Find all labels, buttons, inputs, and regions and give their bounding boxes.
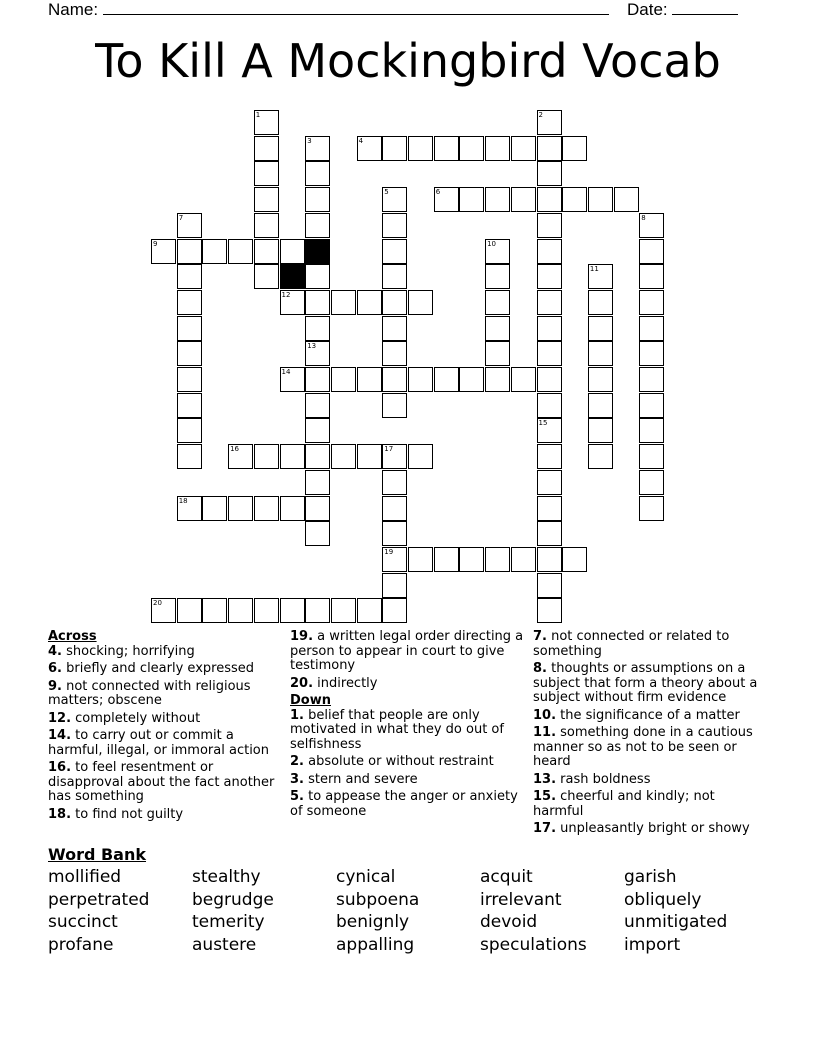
word-bank-item: begrudge bbox=[192, 889, 274, 910]
word-bank-item: unmitigated bbox=[624, 912, 728, 933]
clue bbox=[48, 645, 282, 660]
grid-cell[interactable] bbox=[177, 239, 202, 264]
clue bbox=[533, 822, 768, 837]
grid-cell[interactable] bbox=[588, 341, 613, 366]
grid-cell[interactable] bbox=[357, 290, 382, 315]
clue-text: a written legal order directing a person to appear in court to give testimony bbox=[290, 629, 524, 673]
grid-cell[interactable] bbox=[537, 598, 562, 623]
grid-cell[interactable] bbox=[537, 573, 562, 598]
clue-text: not connected with religious matters; obscene bbox=[48, 678, 251, 708]
grid-cell[interactable] bbox=[202, 598, 227, 623]
grid-cell[interactable] bbox=[305, 393, 330, 418]
word-bank-title: Word Bank bbox=[48, 845, 147, 864]
grid-cell[interactable] bbox=[537, 470, 562, 495]
clue bbox=[290, 677, 524, 692]
grid-cell[interactable] bbox=[434, 367, 459, 392]
grid-cell[interactable] bbox=[280, 239, 305, 264]
grid-cell[interactable] bbox=[588, 393, 613, 418]
clue-number-label: 9. bbox=[48, 678, 62, 694]
grid-cell[interactable] bbox=[537, 213, 562, 238]
clue-number: 14 bbox=[281, 368, 291, 376]
word-bank-item: garish bbox=[624, 867, 677, 887]
grid-cell[interactable] bbox=[459, 187, 484, 212]
puzzle-title: To Kill A Mockingbird Vocab bbox=[95, 34, 721, 88]
clue-number-label: 19. bbox=[290, 629, 314, 644]
grid-cell[interactable] bbox=[408, 547, 433, 572]
grid-cell[interactable] bbox=[382, 239, 407, 264]
clue-number-label: 14. bbox=[48, 728, 72, 743]
grid-cell[interactable] bbox=[305, 290, 330, 315]
grid-cell[interactable] bbox=[382, 367, 407, 392]
clue-number-label: 13. bbox=[533, 771, 557, 787]
word-bank-item: benignly bbox=[336, 912, 410, 933]
clue-number: 15 bbox=[538, 419, 548, 428]
grid-cell[interactable] bbox=[357, 367, 382, 392]
clue-number-label: 12. bbox=[48, 710, 72, 726]
grid-cell[interactable] bbox=[331, 290, 356, 315]
clue-text: the significance of a matter bbox=[556, 707, 740, 723]
grid-cell[interactable] bbox=[254, 598, 279, 623]
grid-cell[interactable] bbox=[202, 496, 227, 521]
grid-cell[interactable] bbox=[331, 367, 356, 392]
word-bank-item: mollified bbox=[48, 867, 122, 887]
clue-number: 5 bbox=[384, 188, 389, 197]
word-bank-item: cynical bbox=[336, 867, 396, 887]
grid-cell[interactable] bbox=[202, 239, 227, 264]
grid-cell[interactable] bbox=[639, 367, 664, 392]
grid-cell[interactable] bbox=[280, 444, 305, 469]
grid-cell[interactable] bbox=[382, 393, 407, 418]
clue-number: 9 bbox=[153, 239, 158, 248]
grid-cell[interactable] bbox=[382, 290, 407, 315]
grid-cell[interactable] bbox=[305, 496, 330, 521]
grid-cell[interactable] bbox=[485, 547, 510, 572]
grid-cell[interactable] bbox=[459, 136, 484, 161]
grid-cell[interactable] bbox=[254, 136, 279, 161]
grid-cell[interactable] bbox=[177, 316, 202, 341]
grid-cell[interactable] bbox=[459, 367, 484, 392]
grid-cell[interactable] bbox=[639, 316, 664, 341]
word-bank-item: devoid bbox=[480, 912, 538, 933]
grid-cell[interactable] bbox=[485, 367, 510, 392]
clue-text: stern and severe bbox=[303, 771, 418, 787]
clue-number: 10 bbox=[487, 239, 497, 248]
date-label: Date: bbox=[627, 0, 668, 19]
grid-cell[interactable] bbox=[639, 341, 664, 366]
word-bank-item: import bbox=[624, 935, 681, 956]
grid-cell[interactable] bbox=[434, 136, 459, 161]
down-list-continued bbox=[533, 630, 768, 837]
word-bank-item: appalling bbox=[336, 935, 415, 956]
clue-number-label: 6. bbox=[48, 661, 62, 676]
clue bbox=[533, 773, 768, 788]
grid-cell[interactable] bbox=[408, 444, 433, 469]
grid-cell[interactable] bbox=[228, 239, 253, 264]
clue-number-label: 2. bbox=[290, 754, 304, 769]
word-bank-item: acquit bbox=[480, 867, 533, 887]
clue-number: 20 bbox=[153, 599, 162, 608]
grid-cell[interactable] bbox=[537, 136, 562, 161]
grid-cell[interactable] bbox=[408, 136, 433, 161]
grid-cell[interactable] bbox=[485, 187, 510, 212]
grid-cell[interactable] bbox=[639, 444, 664, 469]
grid-cell[interactable] bbox=[537, 161, 562, 186]
clue-text: something done in a cautious manner so as not to be seen or heard bbox=[533, 725, 753, 769]
clue-number: 6 bbox=[435, 188, 441, 197]
grid-cell[interactable] bbox=[305, 444, 330, 469]
clue-text: indirectly bbox=[313, 675, 378, 691]
grid-cell[interactable] bbox=[588, 290, 613, 315]
grid-cell[interactable] bbox=[639, 418, 664, 443]
clue bbox=[48, 729, 282, 758]
clue-number-label: 4. bbox=[48, 643, 62, 659]
grid-cell[interactable] bbox=[588, 367, 613, 392]
word-bank-item: irrelevant bbox=[480, 889, 562, 910]
grid-cell[interactable] bbox=[357, 598, 382, 623]
clue-number: 8 bbox=[641, 213, 646, 222]
clue-text: belief that people are only motivated in what they do out of selfishness bbox=[290, 707, 504, 752]
grid-cell[interactable] bbox=[382, 573, 407, 598]
word-bank-item: temerity bbox=[192, 912, 265, 933]
grid-cell[interactable] bbox=[408, 290, 433, 315]
grid-cell[interactable] bbox=[614, 187, 639, 212]
grid-cell[interactable] bbox=[537, 367, 562, 392]
clue-text: thoughts or assumptions on a subject that form a theory about a subject without firm evidence bbox=[533, 661, 758, 705]
name-label: Name: bbox=[48, 0, 99, 19]
grid-cell[interactable] bbox=[305, 521, 330, 546]
word-bank-item: speculations bbox=[480, 935, 587, 956]
clue bbox=[533, 662, 768, 706]
grid-cell[interactable] bbox=[254, 213, 279, 238]
grid-cell[interactable] bbox=[639, 470, 664, 495]
clue bbox=[290, 790, 524, 819]
clue-text: to feel resentment or disapproval about the fact another has something bbox=[48, 760, 275, 804]
grid-cell[interactable] bbox=[228, 598, 253, 623]
grid-cell[interactable] bbox=[562, 187, 587, 212]
across-list bbox=[48, 645, 282, 823]
grid-cell[interactable] bbox=[511, 367, 536, 392]
grid-cell[interactable] bbox=[305, 316, 330, 341]
down-heading: Down bbox=[290, 693, 331, 708]
clue bbox=[290, 709, 524, 753]
grid-cell[interactable] bbox=[588, 316, 613, 341]
grid-cell[interactable] bbox=[511, 136, 536, 161]
grid-cell[interactable] bbox=[485, 264, 510, 289]
clue-number: 11 bbox=[589, 265, 599, 274]
grid-cell[interactable] bbox=[254, 264, 279, 289]
clue-text: rash boldness bbox=[556, 771, 651, 787]
clue bbox=[533, 709, 768, 724]
grid-cell[interactable] bbox=[305, 598, 330, 623]
clue bbox=[48, 808, 282, 823]
grid-cell[interactable] bbox=[382, 496, 407, 521]
clue-text: unpleasantly bright or showy bbox=[556, 821, 750, 836]
clue bbox=[290, 773, 524, 788]
grid-cell[interactable] bbox=[177, 367, 202, 392]
grid-cell[interactable] bbox=[537, 393, 562, 418]
clue-number-label: 20. bbox=[290, 675, 314, 691]
grid-cell[interactable] bbox=[459, 547, 484, 572]
clue-text: absolute or without restraint bbox=[303, 754, 494, 769]
clues-column-1 bbox=[48, 630, 282, 825]
grid-cell[interactable] bbox=[280, 496, 305, 521]
clue-text: to carry out or commit a harmful, illegal, or immoral action bbox=[48, 728, 269, 758]
grid-cell[interactable] bbox=[305, 213, 330, 238]
down-list bbox=[290, 709, 524, 820]
clue-text: completely without bbox=[71, 710, 201, 726]
clue-number-label: 5. bbox=[290, 789, 304, 804]
across-list-continued bbox=[290, 630, 524, 691]
clue-text: not connected or related to something bbox=[533, 629, 730, 659]
grid-cell[interactable] bbox=[177, 598, 202, 623]
clue bbox=[48, 662, 282, 677]
grid-cell[interactable] bbox=[331, 598, 356, 623]
word-bank-item: profane bbox=[48, 935, 114, 956]
clue-number-label: 1. bbox=[290, 707, 304, 723]
grid-cell[interactable] bbox=[537, 547, 562, 572]
grid-cell[interactable] bbox=[305, 418, 330, 443]
clue-number: 16 bbox=[230, 445, 240, 454]
grid-cell[interactable] bbox=[177, 418, 202, 443]
grid-cell[interactable] bbox=[434, 547, 459, 572]
grid-cell[interactable] bbox=[357, 444, 382, 469]
grid-cell[interactable] bbox=[511, 187, 536, 212]
grid-cell[interactable] bbox=[485, 136, 510, 161]
clue-number-label: 16. bbox=[48, 760, 72, 775]
grid-cell[interactable] bbox=[537, 187, 562, 212]
grid-cell[interactable] bbox=[305, 367, 330, 392]
clue-number: 2 bbox=[538, 111, 543, 119]
clue-number-label: 18. bbox=[48, 806, 72, 822]
word-bank-item: stealthy bbox=[192, 867, 261, 887]
clue-number: 19 bbox=[384, 547, 394, 556]
grid-cell[interactable] bbox=[177, 290, 202, 315]
black-square bbox=[305, 239, 330, 264]
clue-number: 4 bbox=[358, 136, 364, 145]
black-square bbox=[280, 264, 305, 289]
clue-number: 17 bbox=[384, 445, 394, 454]
grid-cell[interactable] bbox=[305, 161, 330, 186]
clue-number: 7 bbox=[178, 213, 184, 222]
clue bbox=[290, 630, 524, 674]
grid-cell[interactable] bbox=[537, 290, 562, 315]
grid-cell[interactable] bbox=[382, 264, 407, 289]
grid-cell[interactable] bbox=[639, 264, 664, 289]
clue-text: briefly and clearly expressed bbox=[61, 661, 255, 676]
clue bbox=[290, 755, 524, 770]
grid-cell[interactable] bbox=[588, 444, 613, 469]
grid-cell[interactable] bbox=[382, 521, 407, 546]
grid-cell[interactable] bbox=[382, 213, 407, 238]
clue-text: to find not guilty bbox=[71, 806, 184, 822]
grid-cell[interactable] bbox=[639, 290, 664, 315]
grid-cell[interactable] bbox=[639, 393, 664, 418]
clue-number-label: 17. bbox=[533, 821, 557, 836]
grid-cell[interactable] bbox=[331, 444, 356, 469]
clue-number-label: 3. bbox=[290, 771, 304, 787]
grid-cell[interactable] bbox=[537, 444, 562, 469]
grid-cell[interactable] bbox=[305, 470, 330, 495]
grid-cell[interactable] bbox=[228, 496, 253, 521]
clue bbox=[48, 761, 282, 805]
grid-cell[interactable] bbox=[537, 264, 562, 289]
clue-number-label: 11. bbox=[533, 725, 557, 740]
clue-number: 12 bbox=[281, 290, 291, 299]
clue bbox=[533, 790, 768, 819]
grid-cell[interactable] bbox=[562, 547, 587, 572]
word-bank-item: perpetrated bbox=[48, 889, 150, 910]
grid-cell[interactable] bbox=[485, 341, 510, 366]
clue-number-label: 10. bbox=[533, 707, 557, 723]
grid-cell[interactable] bbox=[305, 264, 330, 289]
word-bank-item: succinct bbox=[48, 912, 118, 933]
clue-number-label: 8. bbox=[533, 661, 547, 676]
grid-cell[interactable] bbox=[382, 316, 407, 341]
grid-cell[interactable] bbox=[588, 418, 613, 443]
grid-cell[interactable] bbox=[408, 367, 433, 392]
grid-cell[interactable] bbox=[254, 187, 279, 212]
grid-cell[interactable] bbox=[562, 136, 587, 161]
word-bank-item: obliquely bbox=[624, 889, 702, 910]
clue-text: cheerful and kindly; not harmful bbox=[533, 789, 715, 819]
across-heading: Across bbox=[48, 629, 97, 644]
grid-cell[interactable] bbox=[485, 316, 510, 341]
grid-cell[interactable] bbox=[305, 187, 330, 212]
clue-number-label: 15. bbox=[533, 789, 557, 804]
grid-cell[interactable] bbox=[537, 316, 562, 341]
grid-cell[interactable] bbox=[537, 341, 562, 366]
clue-number: 18 bbox=[178, 496, 188, 505]
clue-number-label: 7. bbox=[533, 629, 547, 644]
grid-cell[interactable] bbox=[382, 341, 407, 366]
grid-cell[interactable] bbox=[254, 444, 279, 469]
grid-cell[interactable] bbox=[177, 393, 202, 418]
clue-text: to appease the anger or anxiety of someone bbox=[290, 789, 518, 819]
grid-cell[interactable] bbox=[280, 598, 305, 623]
clue bbox=[533, 630, 768, 659]
word-bank-item: austere bbox=[192, 935, 257, 956]
grid-cell[interactable] bbox=[254, 239, 279, 264]
grid-cell[interactable] bbox=[254, 161, 279, 186]
clue bbox=[533, 726, 768, 770]
grid-cell[interactable] bbox=[588, 187, 613, 212]
clue bbox=[48, 712, 282, 727]
grid-cell[interactable] bbox=[382, 470, 407, 495]
grid-cell[interactable] bbox=[177, 341, 202, 366]
grid-cell[interactable] bbox=[382, 598, 407, 623]
clue-number: 3 bbox=[307, 136, 312, 145]
word-bank-item: subpoena bbox=[336, 889, 420, 910]
grid-cell[interactable] bbox=[537, 239, 562, 264]
grid-cell[interactable] bbox=[537, 521, 562, 546]
grid-cell[interactable] bbox=[639, 239, 664, 264]
clue-number: 13 bbox=[307, 342, 317, 351]
grid-cell[interactable] bbox=[382, 136, 407, 161]
clue-text: shocking; horrifying bbox=[61, 643, 195, 659]
clues-column-3 bbox=[533, 630, 768, 840]
grid-cell[interactable] bbox=[639, 496, 664, 521]
grid-cell[interactable] bbox=[485, 290, 510, 315]
clue bbox=[48, 680, 282, 709]
clue-number: 1 bbox=[255, 111, 261, 119]
grid-cell[interactable] bbox=[537, 496, 562, 521]
clues-column-2 bbox=[290, 630, 524, 822]
grid-cell[interactable] bbox=[511, 547, 536, 572]
grid-cell[interactable] bbox=[254, 496, 279, 521]
grid-cell[interactable] bbox=[177, 264, 202, 289]
grid-cell[interactable] bbox=[177, 444, 202, 469]
